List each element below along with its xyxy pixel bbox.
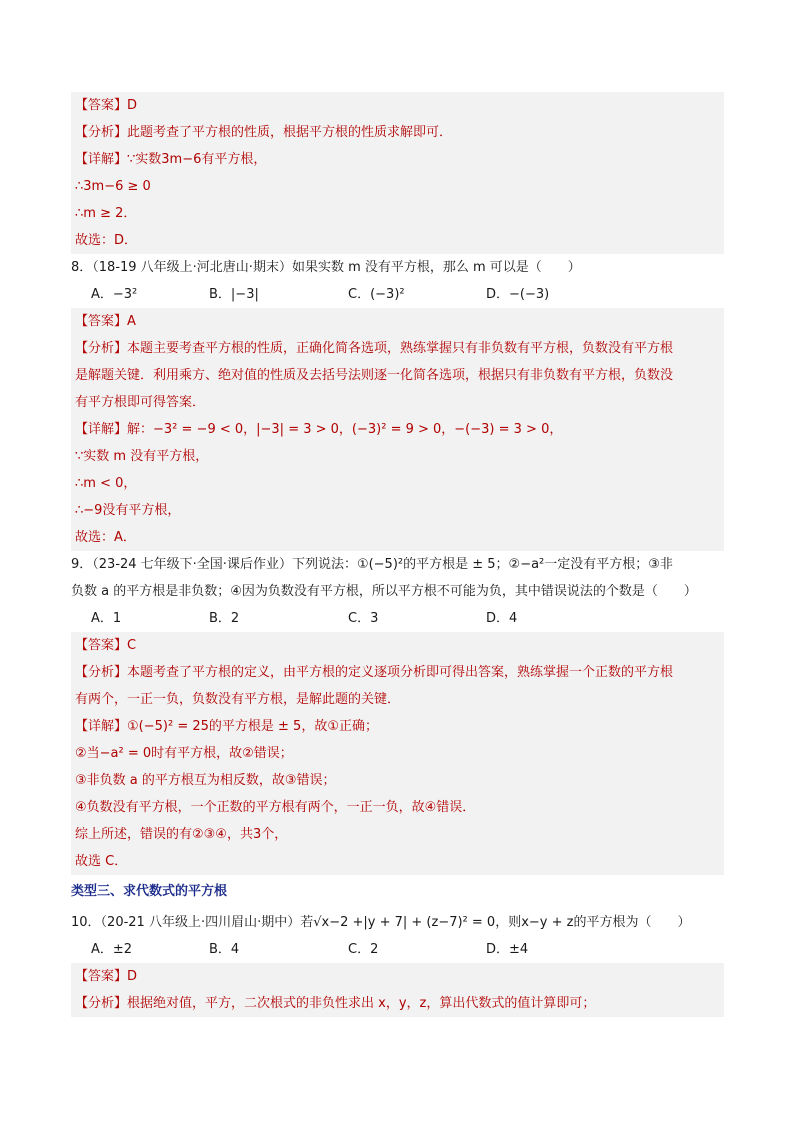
detail-step: ∴m ≥ 2． [75, 206, 137, 221]
detail-step: ∴−9没有平方根， [75, 503, 181, 518]
analysis-line: 是解题关键．利用乘方、绝对值的性质及去括号法则逐一化简各选项，根据只有非负数有平方根，负数没 [75, 368, 674, 383]
option-a: A．±2 [91, 942, 133, 957]
option-d: D．4 [486, 611, 518, 626]
analysis-line: 有平方根即可得答案． [75, 395, 206, 410]
question-9-stem: 负数 a 的平方根是非负数；④因为负数没有平方根，所以平方根不可能为负，其中错误说法的个数是（ ） [71, 584, 697, 599]
detail-step: 综上所述，错误的有②③④，共3个， [75, 827, 288, 842]
answer-block-8 [71, 308, 724, 551]
detail-line: 【详解】解：−3² = −9 < 0，|−3| = 3 > 0，(−3)² = 9 > 0，−(−3) = 3 > 0， [75, 422, 563, 437]
option-d: D．−(−3) [486, 287, 550, 302]
detail-step: 故选：D． [75, 233, 138, 248]
answer-line: 【答案】C [75, 638, 137, 653]
analysis-line: 【分析】根据绝对值，平方，二次根式的非负性求出 x，y，z，算出代数式的值计算即可； [75, 996, 596, 1011]
document-page [71, 92, 724, 1017]
option-c: C．2 [348, 942, 379, 957]
answer-block-7 [71, 92, 724, 254]
detail-step: ∵实数 m 没有平方根， [75, 449, 209, 464]
detail-step: ∴3m−6 ≥ 0 [75, 179, 151, 194]
detail-step: ∴m < 0， [75, 476, 137, 491]
detail-step: 故选：A． [75, 530, 136, 545]
analysis-line: 有两个，一正一负，负数没有平方根，是解此题的关键． [75, 692, 401, 707]
question-8-options [71, 281, 724, 308]
option-b: B．4 [209, 942, 240, 957]
option-c: C．3 [348, 611, 379, 626]
option-d: D．±4 [486, 942, 529, 957]
section-heading: 类型三、求代数式的平方根 [71, 884, 228, 899]
detail-step: ④负数没有平方根，一个正数的平方根有两个，一正一负，故④错误． [75, 800, 476, 815]
option-c: C．(−3)² [348, 287, 405, 302]
detail-line: 【详解】∵实数3m−6有平方根， [75, 152, 267, 167]
answer-block-9 [71, 632, 724, 875]
question-8-stem: 8．（18-19 八年级上·河北唐山·期末）如果实数 m 没有平方根，那么 m 可以是（ ） [71, 260, 581, 275]
detail-step: ③非负数 a 的平方根互为相反数，故③错误； [75, 773, 336, 788]
question-10-options [71, 936, 724, 963]
question-9-stem: 9．（23-24 七年级下·全国·课后作业）下列说法：①(−5)²的平方根是 ± 5；②−a²一定没有平方根；③非 [71, 557, 673, 572]
option-b: B．|−3| [209, 287, 259, 302]
option-b: B．2 [209, 611, 240, 626]
detail-step: ②当−a² = 0时有平方根，故②错误； [75, 746, 293, 761]
answer-line: 【答案】D [75, 98, 138, 113]
answer-block-10 [71, 963, 724, 1017]
answer-line: 【答案】D [75, 969, 138, 984]
option-a: A．1 [91, 611, 122, 626]
detail-step: 故选 C． [75, 854, 128, 869]
analysis-line: 【分析】本题考查了平方根的定义，由平方根的定义逐项分析即可得出答案，熟练掌握一个正数的平方根 [75, 665, 674, 680]
answer-line: 【答案】A [75, 314, 136, 329]
question-9-options [71, 605, 724, 632]
analysis-line: 【分析】此题考查了平方根的性质，根据平方根的性质求解即可． [75, 125, 453, 140]
option-a: A．−3² [91, 287, 138, 302]
analysis-line: 【分析】本题主要考查平方根的性质，正确化简各选项，熟练掌握只有非负数有平方根，负数没有平方根 [75, 341, 674, 356]
question-10-stem: 10．（20-21 八年级上·四川眉山·期中）若√x−2 +|y + 7| + (z−7)² = 0，则x−y + z的平方根为（ ） [71, 915, 691, 930]
detail-line: 【详解】①(−5)² = 25的平方根是 ± 5，故①正确； [75, 719, 378, 734]
